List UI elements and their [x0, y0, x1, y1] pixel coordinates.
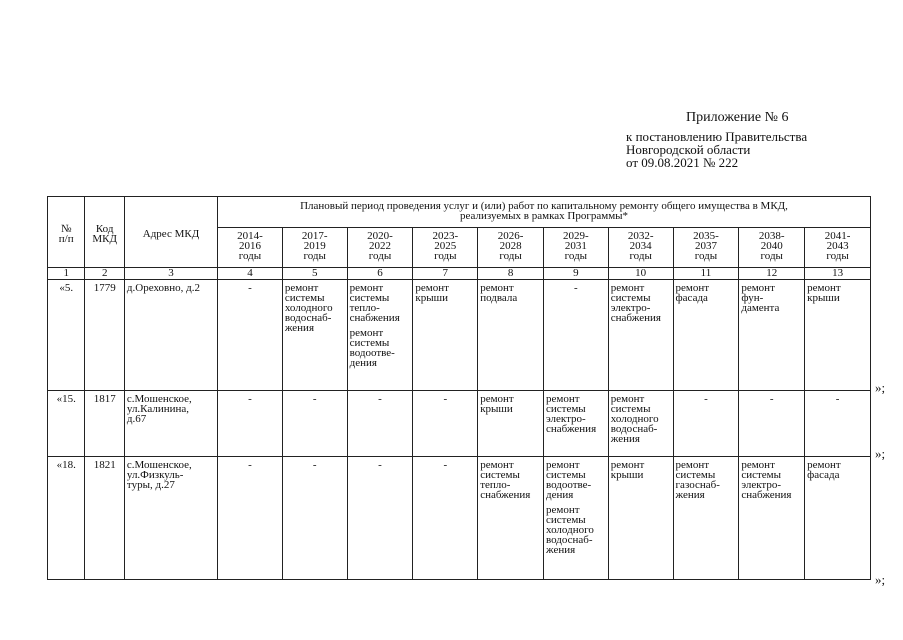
row-number-cell: «18. — [48, 457, 85, 580]
work-cell: - — [218, 280, 283, 391]
row-code-cell: 1821 — [85, 457, 124, 580]
period-header-cell: 2029- 2031 годы — [543, 228, 608, 268]
col-num-header: № п/п — [48, 197, 85, 268]
appendix-title: Приложение № 6 — [686, 110, 789, 125]
work-cell: ремонт системы водоотве- дения ремонт системы холодного водоснаб- жения — [543, 457, 608, 580]
work-cell: ремонт крыши — [413, 280, 478, 391]
period-header-cell: 2032- 2034 годы — [608, 228, 673, 268]
column-number-cell: 7 — [413, 268, 478, 280]
col-code-header: Код МКД — [85, 197, 124, 268]
period-header-cell: 2041- 2043 годы — [805, 228, 871, 268]
column-number-cell: 3 — [124, 268, 217, 280]
work-cell: ремонт системы холодного водоснаб- жения — [608, 391, 673, 457]
row-code-cell: 1817 — [85, 391, 124, 457]
work-cell: ремонт системы тепло- снабжения ремонт системы водоотве- дения — [347, 280, 413, 391]
column-number-cell: 4 — [218, 268, 283, 280]
plan-period-header: Плановый период проведения услуг и (или) работ по капитальному ремонту общего имущества в МКД, реализуемых в рамках Программы* — [218, 197, 871, 228]
work-cell: ремонт системы электро- снабжения — [608, 280, 673, 391]
row-number-cell: «15. — [48, 391, 85, 457]
work-cell: - — [282, 457, 347, 580]
work-cell: ремонт системы тепло- снабжения — [478, 457, 544, 580]
work-cell: ремонт крыши — [805, 280, 871, 391]
work-cell: - — [282, 391, 347, 457]
date-line: от 09.08.2021 № 222 — [626, 155, 739, 170]
work-cell: - — [805, 391, 871, 457]
work-cell: ремонт системы электро- снабжения — [739, 457, 805, 580]
period-header-cell: 2038- 2040 годы — [739, 228, 805, 268]
work-cell: ремонт системы газоснаб- жения — [673, 457, 739, 580]
column-number-cell: 5 — [282, 268, 347, 280]
table-row — [48, 457, 871, 580]
row-address-cell: д.Ореховно, д.2 — [124, 280, 217, 391]
work-cell: - — [347, 457, 413, 580]
work-cell: - — [218, 391, 283, 457]
period-header-cell: 2023- 2025 годы — [413, 228, 478, 268]
column-number-cell: 1 — [48, 268, 85, 280]
period-header-cell: 2017- 2019 годы — [282, 228, 347, 268]
work-cell: ремонт крыши — [478, 391, 544, 457]
row-address-cell: с.Мошенское, ул.Физкуль- туры, д.27 — [124, 457, 217, 580]
period-header-cell: 2020- 2022 годы — [347, 228, 413, 268]
work-cell: - — [673, 391, 739, 457]
column-number-cell: 11 — [673, 268, 739, 280]
table-row — [48, 280, 871, 391]
table-row — [48, 391, 871, 457]
period-header-cell: 2014- 2016 годы — [218, 228, 283, 268]
row-closing-mark: »; — [875, 446, 886, 461]
row-closing-mark: »; — [875, 572, 886, 587]
column-number-cell: 10 — [608, 268, 673, 280]
work-cell: - — [413, 457, 478, 580]
work-cell: - — [218, 457, 283, 580]
period-header-cell: 2026- 2028 годы — [478, 228, 544, 268]
column-number-cell: 9 — [543, 268, 608, 280]
resolution-line: к постановлению Правительства — [626, 129, 808, 144]
work-cell: ремонт подвала — [478, 280, 544, 391]
row-code-cell: 1779 — [85, 280, 124, 391]
column-number-cell: 8 — [478, 268, 544, 280]
row-number-cell: «5. — [48, 280, 85, 391]
work-cell: ремонт фун- дамента — [739, 280, 805, 391]
row-address-cell: с.Мошенское, ул.Калинина, д.67 — [124, 391, 217, 457]
work-cell: ремонт системы холодного водоснаб- жения — [282, 280, 347, 391]
work-cell: - — [543, 280, 608, 391]
work-cell: ремонт крыши — [608, 457, 673, 580]
column-number-cell: 13 — [805, 268, 871, 280]
work-cell: ремонт фасада — [805, 457, 871, 580]
work-cell: - — [413, 391, 478, 457]
work-cell: ремонт фасада — [673, 280, 739, 391]
column-number-cell: 2 — [85, 268, 124, 280]
work-cell: ремонт системы электро- снабжения — [543, 391, 608, 457]
row-closing-mark: »; — [875, 380, 886, 395]
period-header-cell: 2035- 2037 годы — [673, 228, 739, 268]
work-cell: - — [347, 391, 413, 457]
work-cell: - — [739, 391, 805, 457]
region-line: Новгородской области — [626, 142, 751, 157]
repair-schedule-table — [47, 196, 871, 580]
column-number-cell: 12 — [739, 268, 805, 280]
column-number-cell: 6 — [347, 268, 413, 280]
col-address-header: Адрес МКД — [124, 197, 217, 268]
